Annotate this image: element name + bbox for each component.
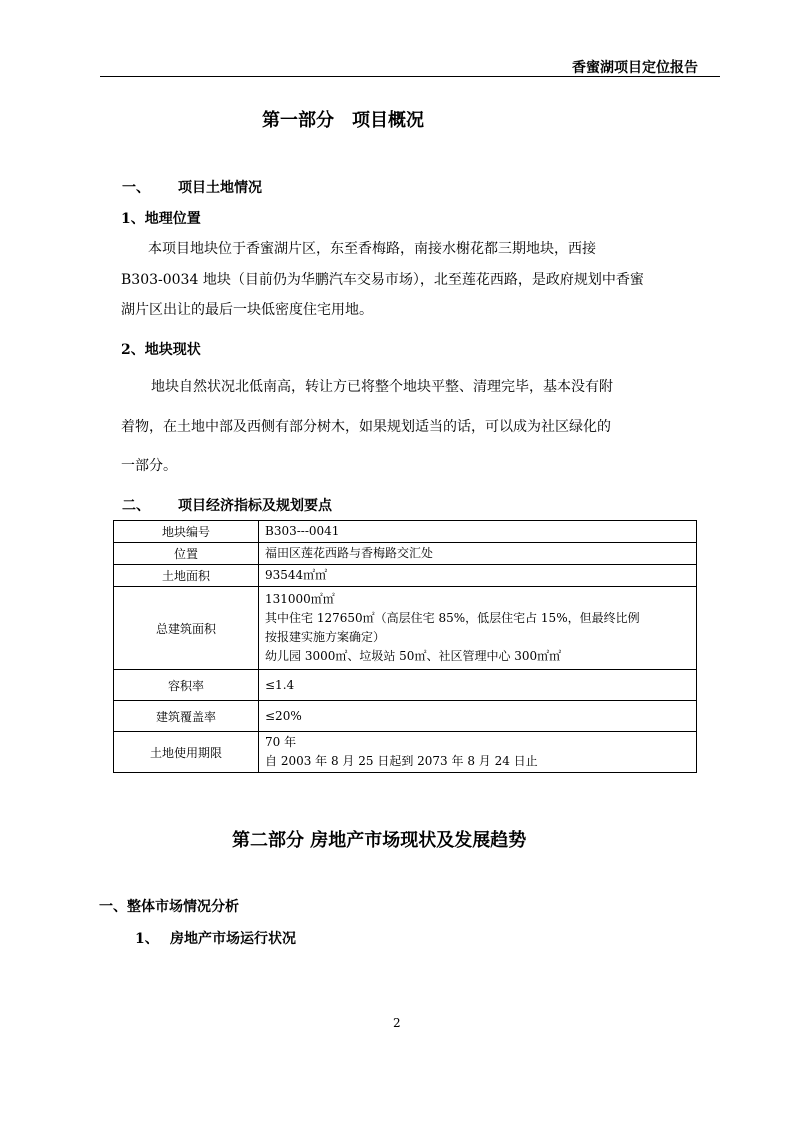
table-row bbox=[114, 587, 697, 670]
header-rule bbox=[100, 76, 720, 77]
table-key-cell: 总建筑面积 bbox=[114, 587, 259, 670]
table-value-cell bbox=[259, 670, 697, 701]
table-key-cell: 建筑覆盖率 bbox=[114, 701, 259, 732]
location-paragraph-line: 湖片区出让的最后一块低密度住宅用地。 bbox=[121, 302, 373, 318]
subsection-status-title: 2、地块现状 bbox=[121, 342, 201, 358]
table-value-line: 93544㎡㎡ bbox=[265, 568, 328, 582]
table-value-line: 福田区莲花西路与香梅路交汇处 bbox=[265, 546, 434, 560]
table-value-cell bbox=[259, 565, 697, 587]
table-row bbox=[114, 732, 697, 773]
status-paragraph-line: 地块自然状况北低南高，转让方已将整个地块平整、清理完毕，基本没有附 bbox=[151, 379, 613, 395]
table-key-cell: 土地面积 bbox=[114, 565, 259, 587]
table-key-cell: 土地使用期限 bbox=[114, 732, 259, 773]
location-paragraph-line: 本项目地块位于香蜜湖片区，东至香梅路，南接水榭花都三期地块，西接 bbox=[148, 241, 596, 257]
table-key-cell: 容积率 bbox=[114, 670, 259, 701]
table-value-cell bbox=[259, 521, 697, 543]
table-value-line: 幼儿园 3000㎡、垃圾站 50㎡、社区管理中心 300㎡㎡ bbox=[265, 649, 562, 663]
table-row bbox=[114, 701, 697, 732]
part2-title: 第二部分 房地产市场现状及发展趋势 bbox=[232, 830, 527, 851]
table-value-line: 按报建实施方案确定） bbox=[265, 630, 386, 644]
part2-section1-title: 一、整体市场情况分析 bbox=[99, 899, 239, 915]
table-row bbox=[114, 565, 697, 587]
running-header-title: 香蜜湖项目定位报告 bbox=[572, 60, 698, 76]
table-value-cell bbox=[259, 543, 697, 565]
part2-subsection-title: 房地产市场运行状况 bbox=[170, 931, 296, 947]
page-number: 2 bbox=[393, 1016, 401, 1030]
table-value-line: 自 2003 年 8 月 25 日起到 2073 年 8 月 24 日止 bbox=[265, 754, 538, 768]
table-value-line: 其中住宅 127650㎡（高层住宅 85%，低层住宅占 15%，但最终比例 bbox=[265, 611, 640, 625]
table-key-cell: 位置 bbox=[114, 543, 259, 565]
table-value-line: 70 年 bbox=[265, 735, 297, 749]
table-row bbox=[114, 670, 697, 701]
status-paragraph-line: 一部分。 bbox=[121, 458, 177, 474]
section1-title: 项目土地情况 bbox=[178, 180, 262, 196]
section2-title: 项目经济指标及规划要点 bbox=[178, 498, 332, 514]
status-paragraph-line: 着物，在土地中部及西侧有部分树木，如果规划适当的话，可以成为社区绿化的 bbox=[121, 419, 611, 435]
table-value-cell bbox=[259, 587, 697, 670]
part2-subsection-number: 1、 bbox=[135, 931, 159, 947]
table-value-line: 131000㎡㎡ bbox=[265, 592, 335, 606]
table-value-cell bbox=[259, 732, 697, 773]
planning-indicators-table bbox=[113, 520, 697, 773]
table-value-cell bbox=[259, 701, 697, 732]
location-paragraph-line: B303-0034 地块（目前仍为华鹏汽车交易市场），北至莲花西路，是政府规划中香蜜 bbox=[121, 272, 644, 288]
part1-title: 第一部分 项目概况 bbox=[262, 110, 424, 131]
section1-number: 一、 bbox=[122, 180, 150, 196]
subsection-location-title: 1、地理位置 bbox=[121, 211, 201, 227]
table-key-cell: 地块编号 bbox=[114, 521, 259, 543]
table-row bbox=[114, 521, 697, 543]
table-value-line: ≤1.4 bbox=[265, 677, 295, 692]
table-value-line: B303---0041 bbox=[265, 524, 340, 538]
table-value-line: ≤20% bbox=[265, 708, 302, 723]
table-row bbox=[114, 543, 697, 565]
section2-number: 二、 bbox=[122, 498, 150, 514]
